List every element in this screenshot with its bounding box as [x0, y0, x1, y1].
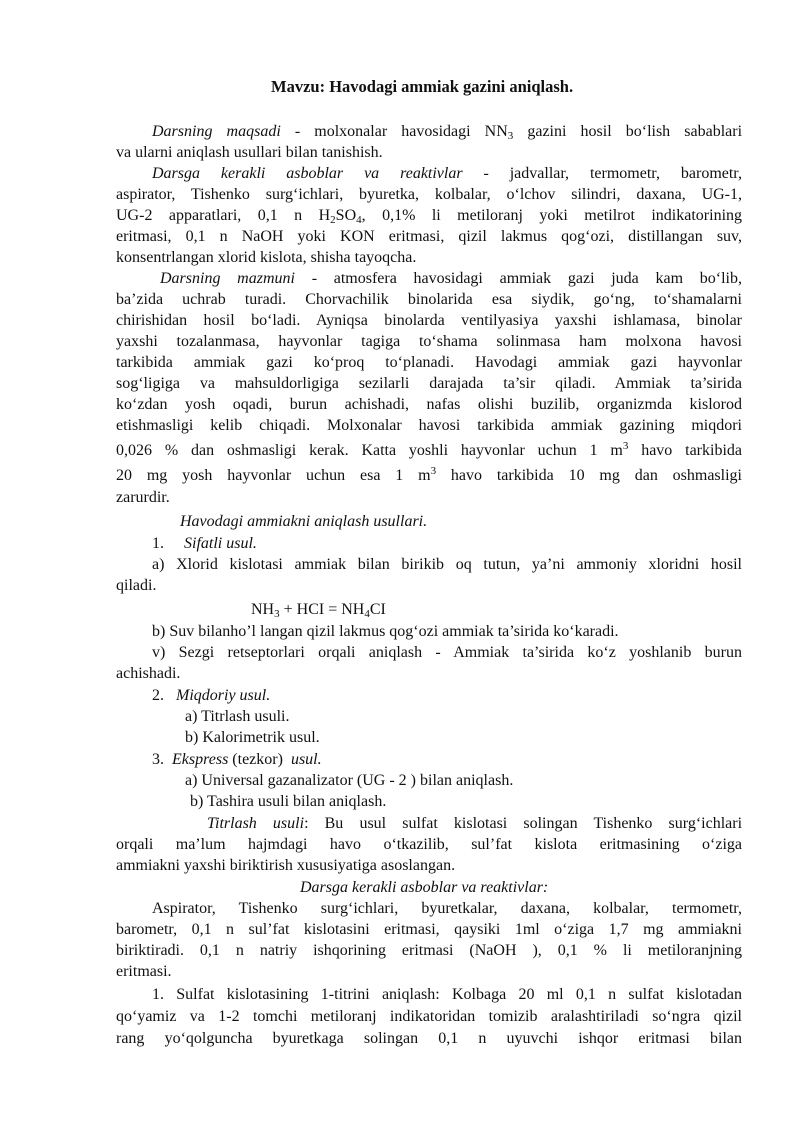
equipment-line-3: UG-2 apparatlari, 0,1 n $H_2SO_4$, 0,1% li metiloranj yoki metilrot indikatorining [116, 207, 743, 226]
method-1-v-line-1: v) Sezgi retseptorlari orqali aniqlash - Ammiak ta’sirida ko‘z yoshlanib burun [152, 644, 742, 661]
content-line-2: ba’zida uchrab turadi. Chorvachilik binolarida esa siydik, go‘ng, to‘shamalarni [116, 291, 742, 308]
method-2-heading: 2. Miqdoriy usul. [152, 687, 271, 704]
content-line-4: yaxshi tozalanmasa, hayvonlar tagiga to‘shama solinmasa ham molxona havosi [116, 333, 742, 350]
titration-line-3: ammiakni yaxshi biriktirish xususiyatiga asoslangan. [116, 857, 456, 874]
content-line-8: etishmasligi kelib chiqadi. Molxonalar havosi tarkibida ammiak gazining miqdori [116, 417, 742, 434]
purpose-line-2: va ularni aniqlash usullari bilan tanishish. [116, 144, 383, 161]
content-line-7: ko‘zdan yosh oqadi, burun achishadi, nafas olishi buzilib, organizmda kislorod [116, 396, 742, 413]
content-line-9: 0,026 % dan oshmasligi kerak. Katta yoshli hayvonlar uchun 1 $m^3$ havo tarkibida [116, 440, 742, 459]
titration-label: Titrlash usuli [207, 815, 305, 832]
equipment2-line-4: eritmasi. [116, 963, 172, 980]
equipment2-line-1: Aspirator, Tishenko surg‘ichlari, byuretkalar, daxana, kolbalar, termometr, [152, 900, 742, 917]
equipment-line-5: konsentrlangan xlorid kislota, shisha tayoqcha. [116, 249, 417, 266]
method-3-a: a) Universal gazanalizator (UG - 2 ) bilan aniqlash. [185, 772, 514, 789]
method-3-b: b) Tashira usuli bilan aniqlash. [190, 793, 387, 810]
content-line-3: chirishidan hosil bo‘ladi. Ayniqsa binolarda ventilyasiya yaxshi ishlamasa, binolar [116, 312, 742, 329]
content-line-1: Darsning mazmuni - atmosfera havosidagi ammiak gazi juda kam bo‘lib, [160, 270, 743, 287]
step1-line-2: qo‘yamiz va 1-2 tomchi metiloranj indikatoridan tomizib aralashtiriladi so‘ngra qizil [116, 1008, 742, 1025]
equipment2-line-3: biriktiradi. 0,1 n natriy ishqorining eritmasi (NaOH ), 0,1 % li metiloranjning [116, 942, 742, 959]
step1-line-1: 1. Sulfat kislotasining 1-titrini aniqlash: Kolbaga 20 ml 0,1 n sulfat kislotadan [152, 986, 742, 1003]
content-line-10: 20 mg yosh hayvonlar uchun esa 1 $m^3$ havo tarkibida 10 mg dan oshmasligi [116, 465, 742, 484]
step1-line-3: rang yo‘qolguncha byuretkaga solingan 0,1 n uyuvchi ishqor eritmasi bilan [116, 1030, 742, 1047]
method-1-a-line-2: qiladi. [116, 577, 157, 594]
equipment-label: Darsga kerakli asboblar va reaktivlar [152, 165, 463, 182]
content-label: Darsning mazmuni [160, 270, 295, 287]
equipment-line-2: aspirator, Tishenko surg‘ichlari, byuretka, kolbalar, o‘lchov silindri, daxana, UG-1, [116, 186, 742, 203]
method-2-b: b) Kalorimetrik usul. [185, 729, 320, 746]
titration-line-2: orqali ma’lum hajmdagi havo o‘tkazilib, sul’fat kislota eritmasining o‘ziga [116, 836, 742, 853]
method-2-a: a) Titrlash usuli. [185, 708, 290, 725]
content-line-6: sog‘ligiga va mahsuldorligiga sezilarli darajada ta’sir qiladi. Ammiak ta’sirida [116, 375, 742, 392]
page-title: Mavzu: Havodagi ammiak gazini aniqlash. [271, 77, 574, 96]
equipment-heading-2: Darsga kerakli asboblar va reaktivlar: [300, 879, 549, 896]
methods-heading: Havodagi ammiakni aniqlash usullari. [180, 513, 428, 530]
method-1-v-line-2: achishadi. [116, 665, 181, 682]
purpose-label: Darsning maqsadi [152, 123, 281, 140]
content-line-5: tarkibida ammiak gazi ko‘proq to‘planadi. Havodagi ammiak gazi hayvonlar [116, 354, 742, 371]
equipment-line-4: eritmasi, 0,1 n NaOH yoki KON eritmasi, qizil lakmus qog‘ozi, distillangan suv, [116, 228, 742, 245]
method-1-a-line-1: a) Xlorid kislotasi ammiak bilan birikib oq tutun, ya’ni ammoniy xloridni hosil [152, 556, 742, 573]
reaction-equation: $NH_3$ + HCI = $NH_4CI$ [251, 601, 386, 620]
method-3-heading: 3. Ekspress (tezkor) usul. [152, 751, 322, 768]
purpose-line-1: Darsning maqsadi - molxonalar havosidagi $NN_3$ gazini hosil bo‘lish sabablari [152, 123, 743, 142]
equipment-line-1: Darsga kerakli asboblar va reaktivlar - jadvallar, termometr, barometr, [152, 165, 742, 182]
content-line-11: zarurdir. [116, 489, 170, 506]
method-1-b: b) Suv bilanho’l langan qizil lakmus qog‘ozi ammiak ta’sirida ko‘karadi. [152, 623, 619, 640]
titration-line-1: Titrlash usuli: Bu usul sulfat kislotasi solingan Tishenko surg‘ichlari [207, 815, 743, 832]
method-1-heading: 1. Sifatli usul. [152, 535, 257, 552]
equipment2-line-2: barometr, 0,1 n sul’fat kislotasini eritmasi, qaysiki 1ml o‘ziga 1,7 mg ammiakni [116, 921, 742, 938]
